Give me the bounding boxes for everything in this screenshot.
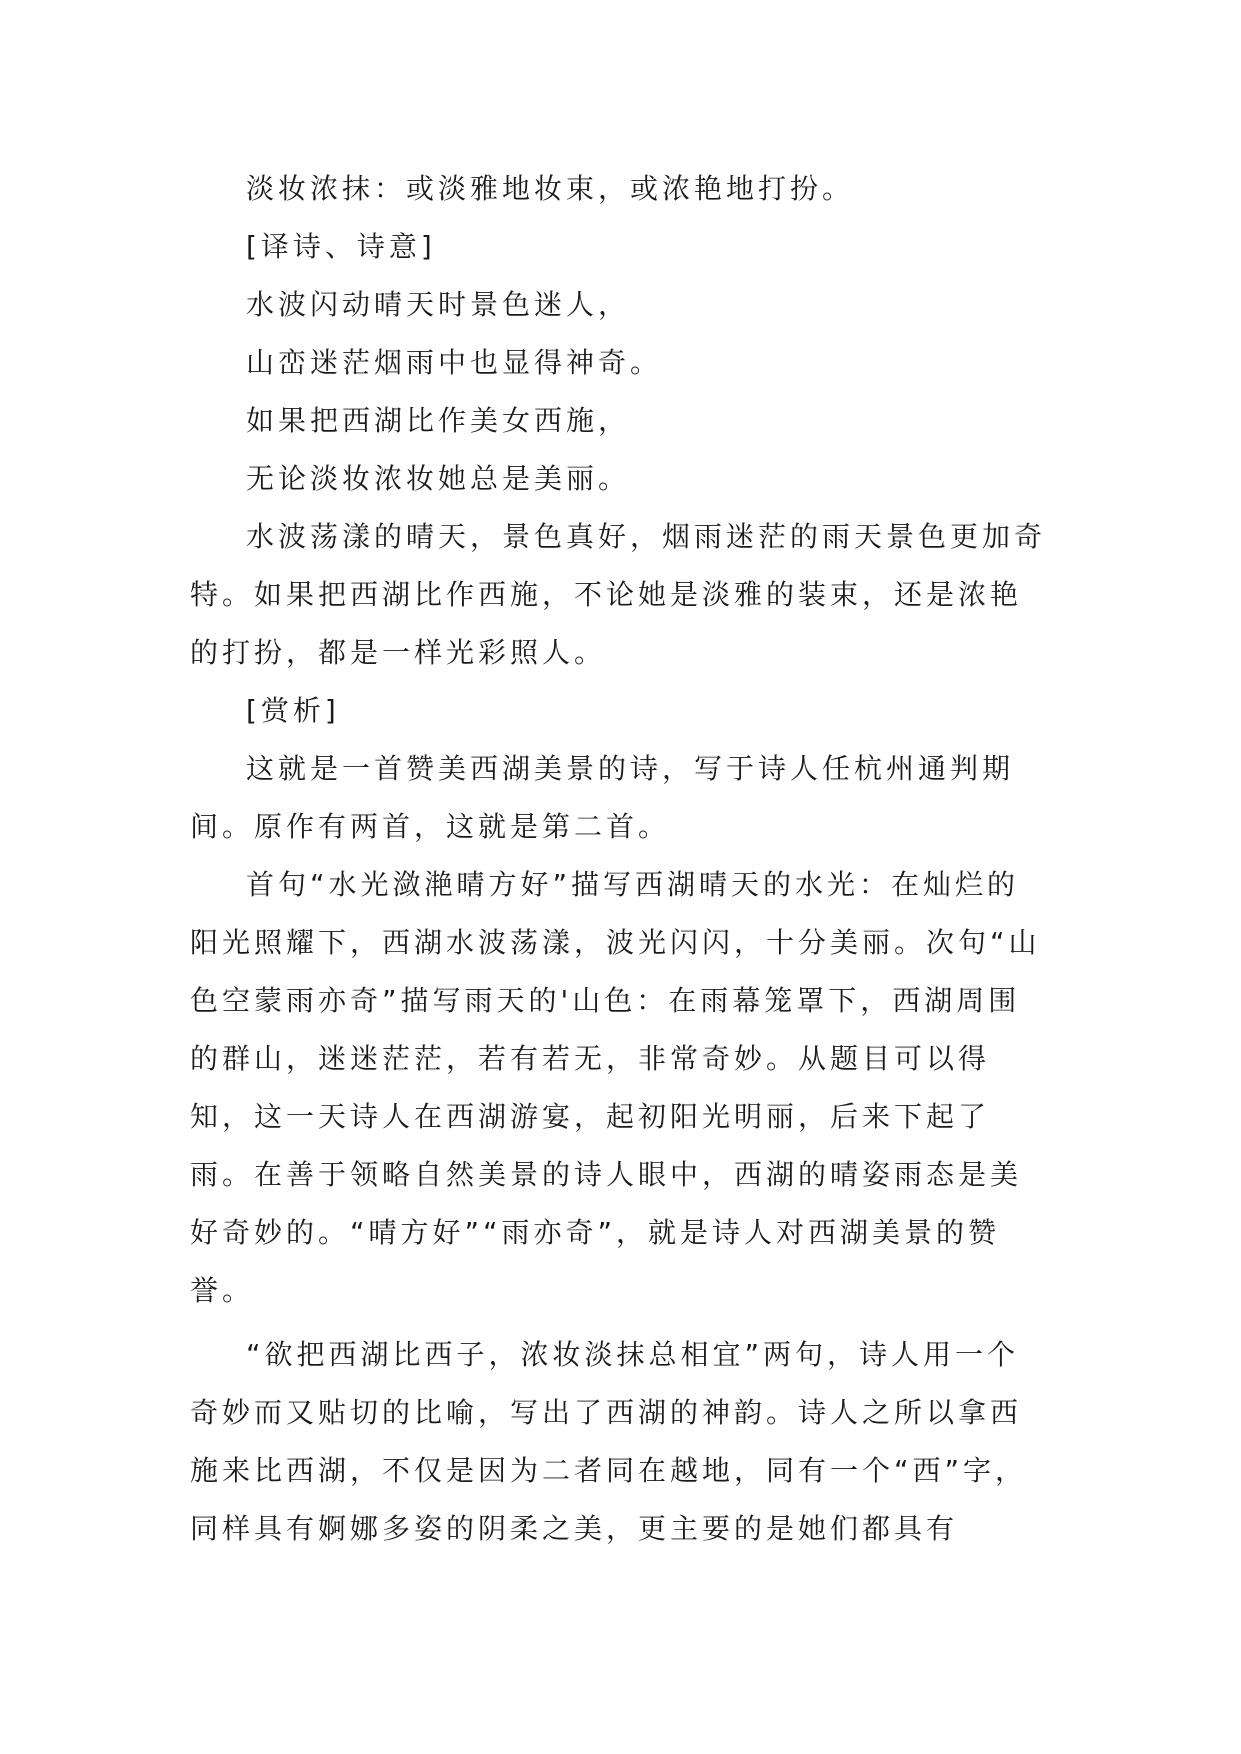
translation-line-1: 水波闪动晴天时景色迷人，	[246, 288, 631, 321]
translation-line-2: 山峦迷茫烟雨中也显得神奇。	[246, 346, 663, 379]
paragraph-appreciation-lines-3-4: “欲把西湖比西子，浓妆淡抹总相宜”两句，诗人用一个奇妙而又贴切的比喻，写出了西湖的神韵。诗人之所以拿西施来比西湖，不仅是因为二者同在越地，同有一个“西”字，同样具有婀娜多姿的阴柔之美，更主要的是她们都具有	[190, 1338, 1028, 1545]
paragraph-appreciation-intro: 这就是一首赞美西湖美景的诗，写于诗人任杭州通判期间。原作有两首，这就是第二首。	[190, 752, 1015, 843]
paragraph-appreciation-lines-1-2: 首句“水光潋滟晴方好”描写西湖晴天的水光：在灿烂的阳光照耀下，西湖水波荡漾，波光闪闪，十分美丽。次句“山色空蒙雨亦奇”描写雨天的'山色：在雨幕笼罩下，西湖周围的群山，迷迷茫茫，若有若无，非常奇妙。从题目可以得知，这一天诗人在西湖游宴，起初阳光明丽，后来下起了雨。在善于领略自然美景的诗人眼中，西湖的晴姿雨态是美好奇妙的。“晴方好”“雨亦奇”，就是诗人对西湖美景的赞誉。	[190, 868, 1041, 1307]
paragraph-annotation: 淡妆浓抹：或淡雅地妆束，或浓艳地打扮。	[246, 172, 855, 205]
translation-line-3: 如果把西湖比作美女西施，	[246, 404, 631, 437]
paragraph-meaning: 水波荡漾的晴天，景色真好，烟雨迷茫的雨天景色更加奇特。如果把西湖比作西施，不论她是淡雅的装束，还是浓艳的打扮，都是一样光彩照人。	[190, 520, 1047, 669]
translation-line-4: 无论淡妆浓妆她总是美丽。	[246, 462, 631, 495]
document-body	[190, 160, 1050, 1558]
section-heading-appreciation: [赏析]	[246, 694, 340, 727]
section-heading-translation: [译诗、诗意]	[246, 230, 436, 263]
